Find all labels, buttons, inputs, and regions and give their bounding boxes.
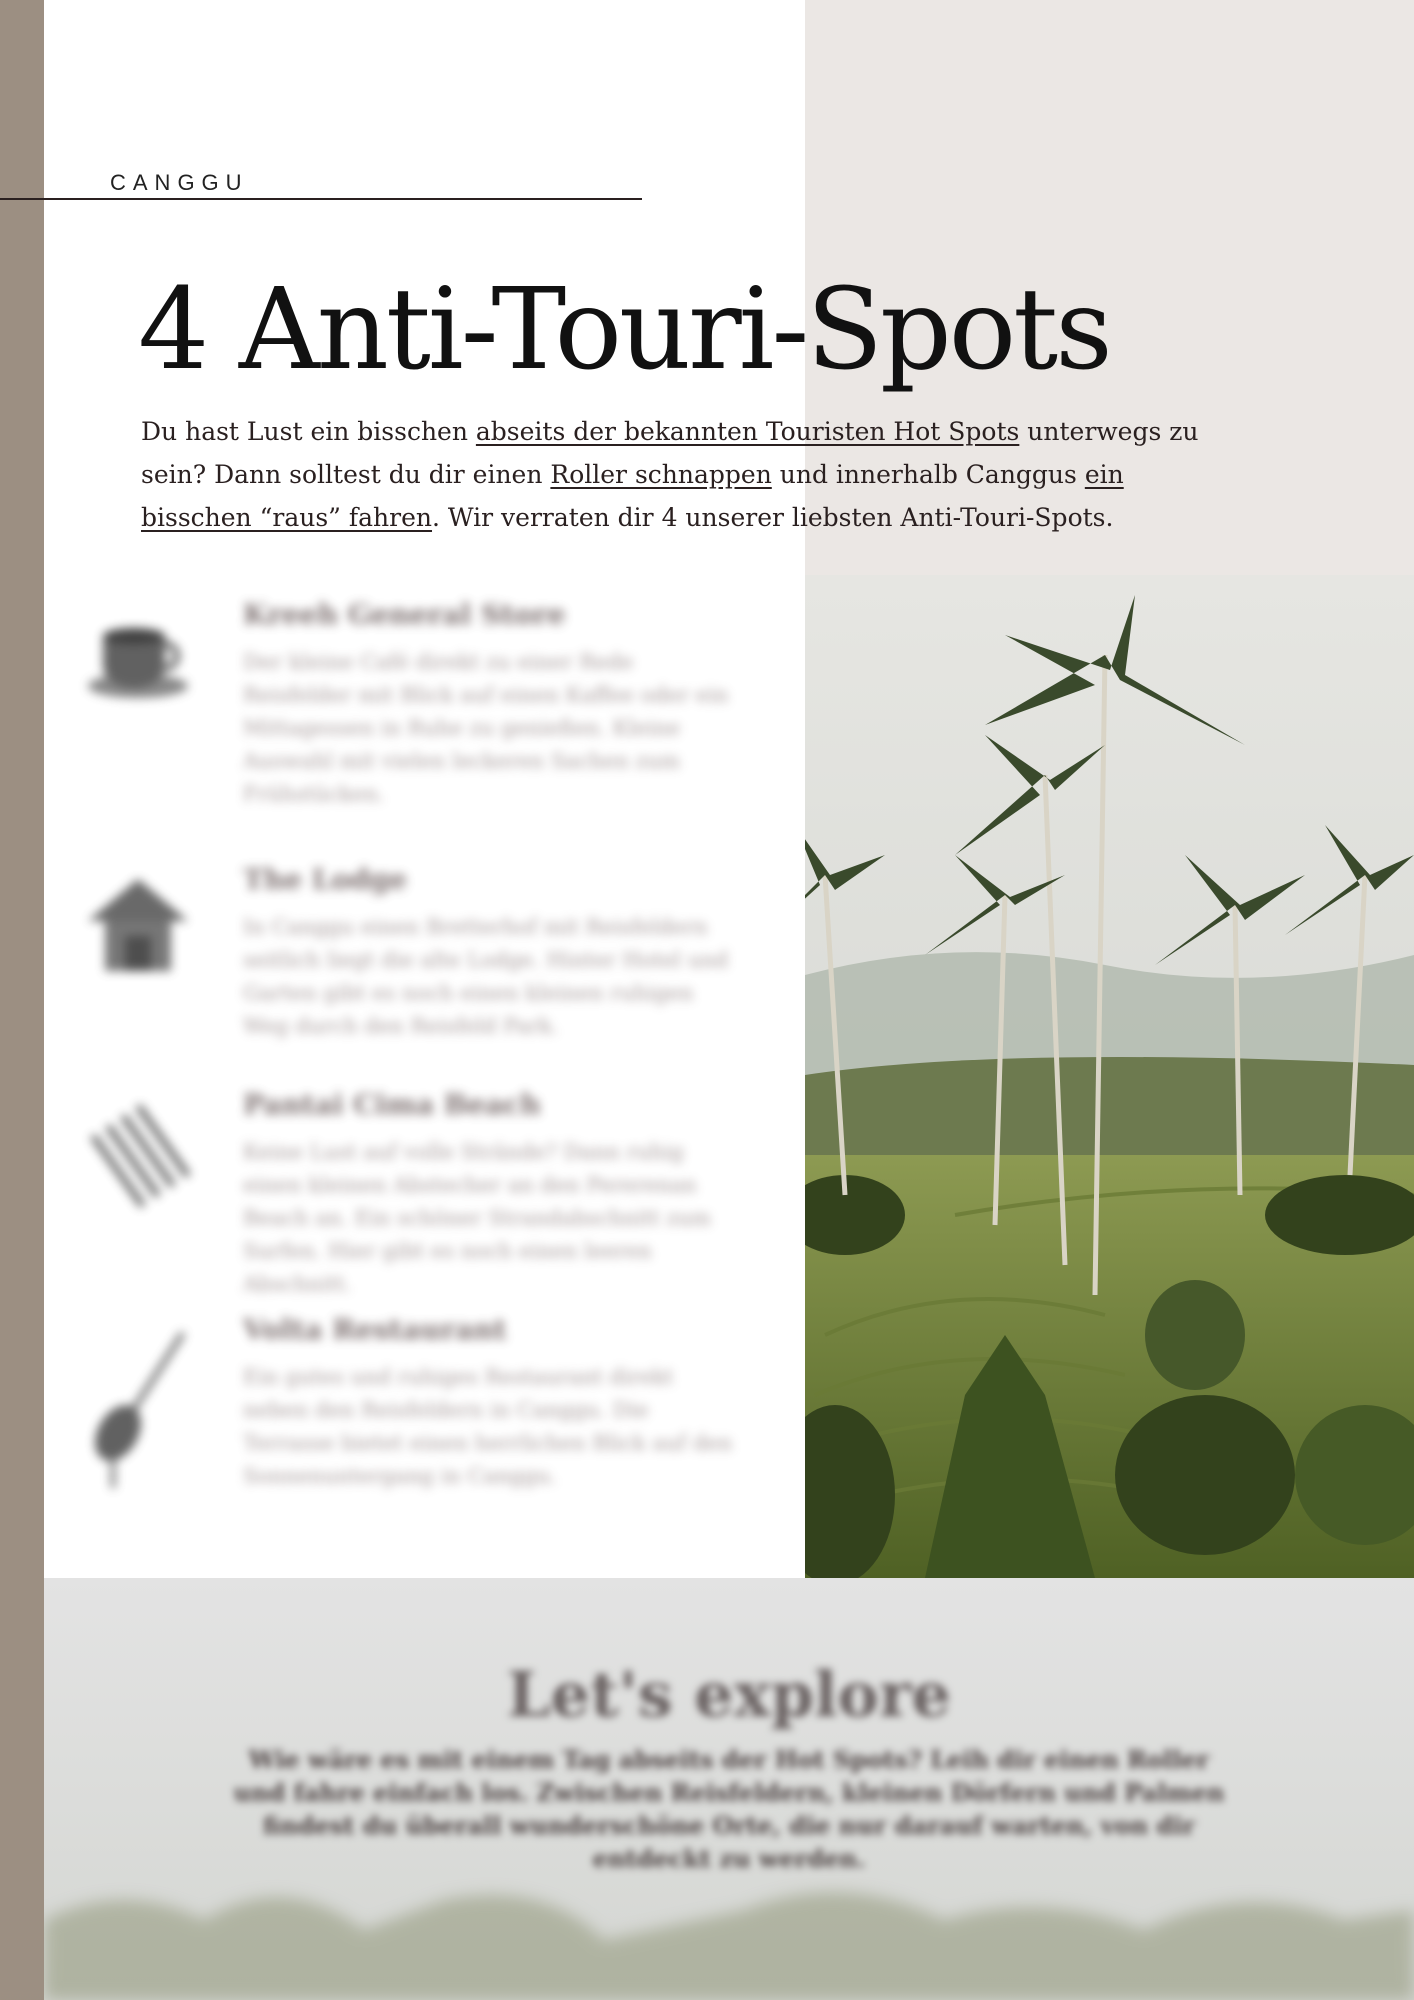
- spot-description: Keine Lust auf volle Strände? Dann ruhig einen kleinen Abstecher an den Pererenan Beach an. Ein schöner Strandabschnitt zum Surfen. Hier gibt es noch einen leeren Abschnitt.: [243, 1140, 712, 1296]
- link-ride-out[interactable]: ein bisschen “raus” fahren: [141, 460, 1124, 532]
- spot-description: Ein gutes und ruhiges Restaurant direkt neben den Reisfeldern in Canggu. Die Terrasse bietet einen herrlichen Blick auf den Sonnenuntergang in Canggu.: [243, 1365, 733, 1488]
- link-offbeat-spots[interactable]: abseits der bekannten Touristen Hot Spots: [475, 417, 1020, 446]
- spot-title: Volta Restaurant: [243, 1313, 507, 1346]
- spot-description: In Canggu einen Bretterhof mit Reisfeldern seitlich liegt die alte Lodge. Hinter Hotel und Garten gibt es noch einen kleinen ruhigen Weg durch den Reisfeld Park.: [243, 915, 729, 1038]
- spot-title: Pantai Cima Beach: [243, 1088, 541, 1121]
- link-scooter-rental[interactable]: Roller schnappen: [550, 460, 772, 489]
- intro-text-3: und innerhalb Canggus: [771, 460, 1085, 489]
- hut-icon: [83, 871, 193, 981]
- intro-paragraph: [141, 410, 1221, 539]
- spot-title: Kreeh General Store: [243, 598, 566, 631]
- footer-text: Wie wäre es mit einem Tag abseits der Hot Spots? Leih dir einen Roller und fahre einfach los. Zwischen Reisfeldern, kleinen Dörfern und Palmen findest du überall wunderschöne Orte, die nur darauf warten, von dir entdeckt zu werden.: [233, 1745, 1225, 1873]
- honey-dipper-icon: [83, 1328, 193, 1438]
- spot-description: Der kleine Café direkt zu einer Rede Reisfelder mit Blick auf einen Kaffee oder ein Mittagessen in Ruhe zu genießen. Kleine Auswahl mit vielen leckeren Sachen zum Frühstücken.: [243, 650, 729, 806]
- intro-text-1: Du hast Lust ein bisschen: [141, 417, 476, 446]
- footer-title: Let's explore: [507, 1658, 951, 1731]
- page-title: 4 Anti-Touri-Spots: [138, 265, 1110, 395]
- intro-text-2: unterwegs zu sein? Dann solltest du dir einen: [141, 417, 1199, 489]
- bamboo-mat-icon: [83, 1096, 193, 1206]
- intro-text-4: . Wir verraten dir 4 unserer liebsten Anti-Touri-Spots.: [432, 503, 1114, 532]
- footer-palm-silhouettes: [44, 1860, 1414, 2000]
- section-divider: [0, 198, 642, 200]
- rice-terrace-photo: [805, 575, 1414, 1578]
- footer-banner: [44, 1578, 1414, 2000]
- spot-title: The Lodge: [243, 863, 408, 896]
- section-label: CANGGU: [110, 170, 249, 195]
- left-accent-bar: [0, 0, 44, 2000]
- coffee-cup-icon: [83, 606, 193, 716]
